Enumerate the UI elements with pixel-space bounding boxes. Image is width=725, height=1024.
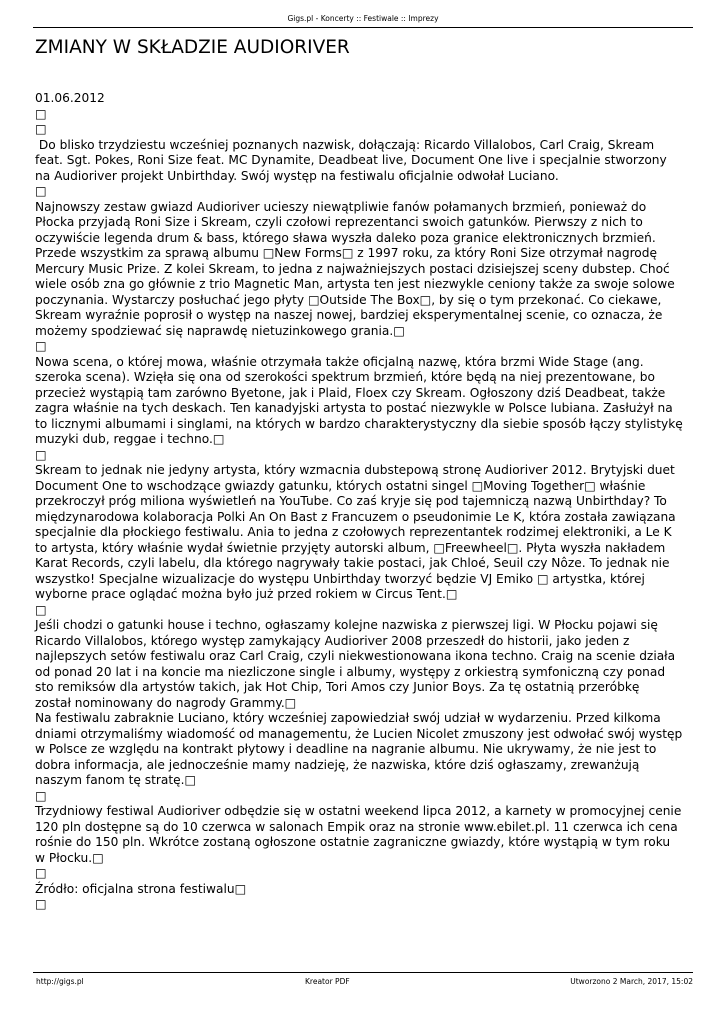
article-line: w Polsce ze względu na kontrakt płytowy i deadline na nagranie albumu. Nie ukrywamy, że nie jest to [35, 742, 657, 756]
article-line: Document One to wschodzące gwiazdy gatunku, których ostatni singel □Moving Together□ właśnie [35, 478, 646, 493]
footer-url[interactable]: http://gigs.pl [36, 977, 84, 986]
article-line: Przede wszystkim za sprawą albumu □New Forms□ z 1997 roku, za który Roni Size otrzymał nagrodę [35, 246, 658, 260]
article-line: Trzydniowy festiwal Audioriver odbędzie się w ostatni weekend lipca 2012, a karnety w promocyjnej cenie [35, 804, 682, 818]
article-line: sto remiksów dla artystów takich, jak Hot Chip, Tori Amos czy Junior Boys. Za tę ostatnią przeróbkę [35, 680, 640, 694]
article-line: 120 pln dostępne są do 10 czerwca w salonach Empik oraz na stronie www.ebilet.pl. 11 czerwca ich cena [35, 819, 678, 834]
article-line: dniami otrzymaliśmy wiadomość od managementu, że Lucien Nicolet zmuszony jest odwołać swój występ [35, 726, 683, 741]
article-line: □ [35, 602, 47, 617]
article-line: Ricardo Villalobos, którego występ zamykający Audioriver 2008 przeszedł do historii, jako jeden z [35, 633, 630, 648]
page-footer [33, 972, 693, 986]
article-line: w Płocku.□ [35, 850, 104, 865]
article-line: to licznymi albumami i singlami, na których w bardzo charakterystyczny dla siebie sposób łączy stylistykę [35, 416, 683, 431]
site-title: Gigs.pl - Koncerty :: Festiwale :: Imprezy [287, 14, 439, 23]
article-title: ZMIANY W SKŁADZIE AUDIORIVER [35, 37, 350, 58]
footer-created-date: Utworzono 2 March, 2017, 15:02 [570, 977, 693, 986]
article-line: najlepszych setów festiwalu oraz Carl Craig, czyli niekwestionowana ikona techno. Craig na scenie działa [35, 649, 676, 663]
article-line: Na festiwalu zabraknie Luciano, który wcześniej zapowiedział swój udział w wydarzeniu. Przed kilkoma [35, 711, 661, 725]
article-line: został nominowany do nagrody Grammy.□ [35, 695, 297, 710]
article-line: □ [35, 106, 47, 121]
article-line: poczynania. Wystarczy posłuchać jego płyty □Outside The Box□, by się o tym przekonać. Co ciekawe, [35, 292, 662, 307]
article-line: możemy spodziewać się naprawdę nietuzinkowego grania.□ [35, 323, 405, 338]
article-line: Płocka przyjadą Roni Size i Skream, czyli czołowi reprezentanci swoich gatunków. Pierwszy z nich to [35, 215, 643, 229]
article-line: □ [35, 184, 47, 198]
article-line: Skream to jednak nie jedyny artysta, który wzmacnia dubstepową stronę Audioriver 2012. Brytyjski duet [35, 463, 675, 477]
article-line: Mercury Music Prize. Z kolei Skream, to jedna z najważniejszych postaci dzisiejszej sceny dubstep. Choć [35, 261, 670, 276]
article-line: od ponad 20 lat i na koncie ma niezliczone single i albumy, występy z orkiestrą symfoniczną czy ponad [35, 664, 666, 679]
article-line: Źródło: oficjalna strona festiwalu□ [35, 881, 247, 896]
article-body [35, 91, 691, 913]
article-line: oczywiście legenda drum & bass, którego sława wyszła daleko poza granice elektronicznych brzmień. [35, 230, 656, 245]
article-line: □ [35, 447, 47, 462]
article-line: przecież wystąpią tam zarówno Byetone, jak i Plaid, Floex czy Skream. Ogłoszony dziś Deadbeat, także [35, 385, 666, 400]
article-line: zagra właśnie na tych deskach. Ten kanadyjski artysta to postać niezwykle w Polsce lubiana. Zasłużył na [35, 401, 673, 415]
article-line: Skream wyraźnie poprosił o występ na naszej nowej, bardziej eksperymentalnej scenie, co oznacza, że [35, 308, 663, 322]
article-line: □ [35, 339, 47, 353]
article-line: wszystko! Specjalne wizualizacje do występu Unbirthday tworzyć będzie VJ Emiko □ artystka, której [35, 571, 645, 586]
footer-creator: Kreator PDF [305, 977, 350, 986]
article-line: wyborne prace oglądać można było już przed rokiem w Circus Tent.□ [35, 587, 458, 601]
article-line: na Audioriver projekt Unbirthday. Swój występ na festiwalu oficjalnie odwołał Luciano. [35, 168, 559, 183]
article-line: □ [35, 122, 47, 136]
article-line: naszym fanom tę stratę.□ [35, 773, 197, 787]
article-line: rośnie do 150 pln. Wkrótce zostaną ogłoszone ostatnie zagraniczne gwiazdy, które wystąpią w tym roku [35, 835, 671, 849]
article-line: przekroczył próg miliona wyświetleń na YouTube. Co zaś kryje się pod tajemniczą nazwą Unbirthday? To [35, 494, 667, 508]
article-line: □ [35, 897, 47, 911]
article-line: międzynarodowa kolaboracja Polki An On Bast z Francuzem o pseudonimie Le K, która została zawiązana [35, 509, 676, 524]
article-line: Nowa scena, o której mowa, właśnie otrzymała także oficjalną nazwę, która brzmi Wide Stage (ang. [35, 354, 644, 369]
article-line: szeroka scena). Wzięła się ona od szerokości spektrum brzmień, które będą na niej prezentowane, bo [35, 370, 655, 384]
article-line: Najnowszy zestaw gwiazd Audioriver ucieszy niewątpliwie fanów połamanych brzmień, ponieważ do [35, 199, 647, 214]
article-line: to artysta, który właśnie wydał świetnie przyjęty autorski album, □Freewheel□. Płyta wyszła nakładem [35, 540, 666, 555]
article-line: Jeśli chodzi o gatunki house i techno, ogłaszamy kolejne nazwiska z pierwszej ligi. W Płocku pojawi się [35, 618, 658, 632]
article-line: □ [35, 788, 47, 803]
article-line: dobra informacja, ale jednocześnie mamy nadzieję, że nazwiska, które dziś ogłaszamy, zrewanżują [35, 757, 640, 772]
article-line: Karat Records, czyli labelu, dla którego nagrywały takie postaci, jak Chloé, Seuil czy Nôze. To jednak nie [35, 556, 670, 570]
page-header [33, 0, 693, 28]
article-line: 01.06.2012 [35, 91, 105, 105]
article-line: feat. Sgt. Pokes, Roni Size feat. MC Dynamite, Deadbeat live, Document One live i specjalnie stworzony [35, 153, 667, 167]
article-line: wiele osób zna go głównie z trio Magnetic Man, artysta ten jest niezwykle ceniony także za swoje solowe [35, 277, 675, 291]
article-line: Do blisko trzydziestu wcześniej poznanych nazwisk, dołączają: Ricardo Villalobos, Carl Craig, Skream [35, 137, 655, 152]
article-line: specjalnie dla płockiego festiwalu. Ania to jedna z czołowych reprezentantek rodzimej elektroniki, a Le K [35, 525, 672, 539]
article-line: □ [35, 866, 47, 880]
article-line: muzyki dub, reggae i techno.□ [35, 432, 225, 446]
